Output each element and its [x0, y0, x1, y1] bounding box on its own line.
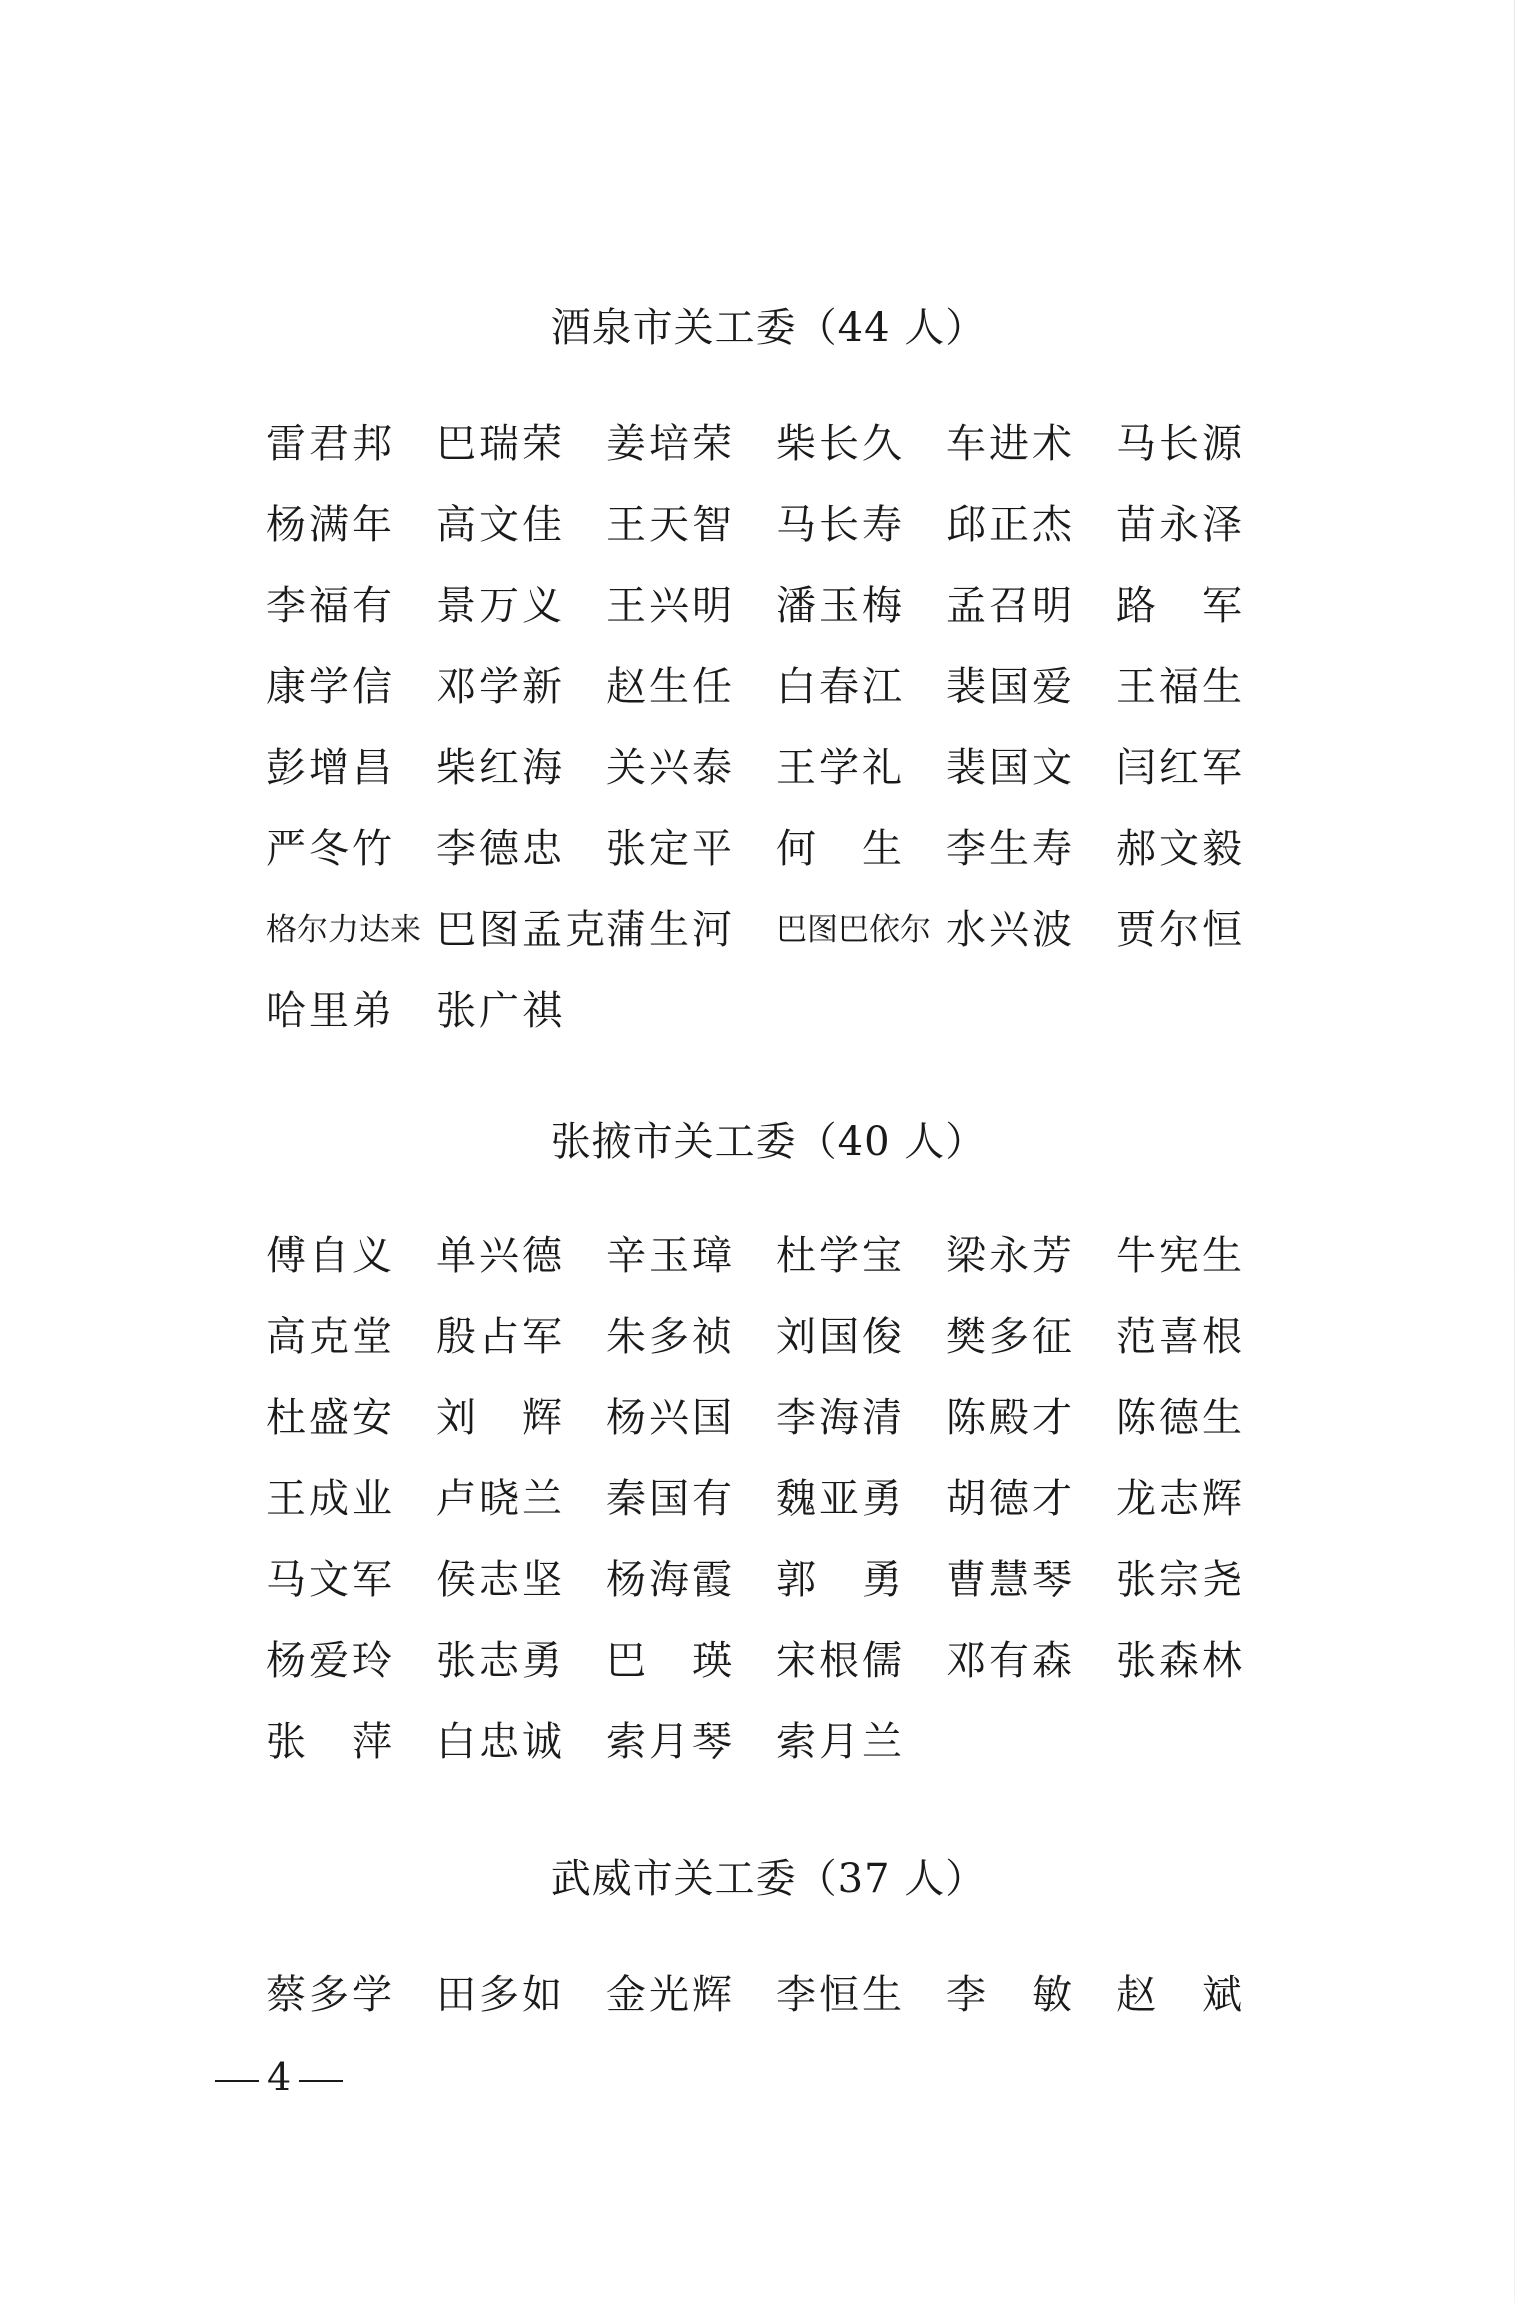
name-entry: 王天智 [606, 502, 735, 548]
name-entry: 曹慧琴 [946, 1557, 1075, 1603]
name-entry: 宋根儒 [776, 1638, 905, 1684]
name-entry: 杨兴国 [606, 1395, 735, 1441]
name-entry: 雷君邦 [266, 421, 395, 467]
name-entry: 朱多祯 [606, 1314, 735, 1360]
name-entry: 龙志辉 [1116, 1476, 1245, 1522]
name-entry: 郭 勇 [776, 1557, 905, 1603]
name-entry: 郝文毅 [1116, 826, 1245, 872]
name-entry: 刘国俊 [776, 1314, 905, 1360]
name-entry: 李德忠 [436, 826, 565, 872]
page-number [207, 2055, 351, 2099]
name-entry: 康学信 [266, 664, 395, 710]
name-entry: 巴图孟克 [436, 907, 608, 953]
name-entry: 何 生 [776, 826, 905, 872]
name-entry: 路 军 [1116, 583, 1245, 629]
name-entry: 魏亚勇 [776, 1476, 905, 1522]
name-entry: 李福有 [266, 583, 395, 629]
name-entry: 高克堂 [266, 1314, 395, 1360]
name-entry: 姜培荣 [606, 421, 735, 467]
name-entry: 杨海霞 [606, 1557, 735, 1603]
name-entry: 李恒生 [776, 1972, 905, 2018]
name-entry: 张广祺 [436, 988, 565, 1034]
name-entry: 田多如 [436, 1972, 565, 2018]
name-entry: 金光辉 [606, 1972, 735, 2018]
name-entry: 白春江 [776, 664, 905, 710]
name-entry: 蒲生河 [606, 907, 735, 953]
name-entry: 赵生任 [606, 664, 735, 710]
name-entry: 马长源 [1116, 421, 1245, 467]
name-entry: 闫红军 [1116, 745, 1245, 791]
name-entry: 张森林 [1116, 1638, 1245, 1684]
name-entry: 柴红海 [436, 745, 565, 791]
name-entry: 刘 辉 [436, 1395, 565, 1441]
name-entry: 陈殿才 [946, 1395, 1075, 1441]
name-entry: 樊多征 [946, 1314, 1075, 1360]
name-entry: 单兴德 [436, 1233, 565, 1279]
name-entry: 杨满年 [266, 502, 395, 548]
name-entry: 邓有森 [946, 1638, 1075, 1684]
name-entry: 王成业 [266, 1476, 395, 1522]
name-entry: 潘玉梅 [776, 583, 905, 629]
name-entry: 邱正杰 [946, 502, 1075, 548]
name-entry: 赵 斌 [1116, 1972, 1245, 2018]
name-entry: 张志勇 [436, 1638, 565, 1684]
name-entry: 关兴泰 [606, 745, 735, 791]
name-entry: 辛玉璋 [606, 1233, 735, 1279]
name-entry: 车进术 [946, 421, 1075, 467]
name-entry: 张 萍 [266, 1719, 395, 1765]
name-entry: 杨爱玲 [266, 1638, 395, 1684]
name-entry: 马长寿 [776, 502, 905, 548]
name-entry: 景万义 [436, 583, 565, 629]
name-entry: 杜学宝 [776, 1233, 905, 1279]
name-entry: 范喜根 [1116, 1314, 1245, 1360]
name-entry: 裴国爱 [946, 664, 1075, 710]
name-entry: 殷占军 [436, 1314, 565, 1360]
scan-edge-line [1514, 0, 1515, 2303]
section-title-jiuquan: 酒泉市关工委（44 人） [550, 305, 987, 351]
name-entry: 索月琴 [606, 1719, 735, 1765]
name-entry: 蔡多学 [266, 1972, 395, 2018]
name-entry: 索月兰 [776, 1719, 905, 1765]
name-entry: 严冬竹 [266, 826, 395, 872]
name-entry: 傅自义 [266, 1233, 395, 1279]
name-entry: 张宗尧 [1116, 1557, 1245, 1603]
name-entry: 格尔力达来 [266, 912, 421, 948]
name-entry: 张定平 [606, 826, 735, 872]
name-entry: 巴瑞荣 [436, 421, 565, 467]
name-entry: 李 敏 [946, 1972, 1075, 2018]
name-entry: 白忠诚 [436, 1719, 565, 1765]
name-entry: 高文佳 [436, 502, 565, 548]
name-entry: 王学礼 [776, 745, 905, 791]
section-title-zhangye: 张掖市关工委（40 人） [550, 1119, 987, 1165]
name-list-wuwei [266, 1955, 1286, 2036]
name-entry: 马文军 [266, 1557, 395, 1603]
name-entry: 王福生 [1116, 664, 1245, 710]
name-entry: 柴长久 [776, 421, 905, 467]
name-entry: 陈德生 [1116, 1395, 1245, 1441]
name-entry: 秦国有 [606, 1476, 735, 1522]
name-entry: 胡德才 [946, 1476, 1075, 1522]
name-entry: 哈里弟 [266, 988, 395, 1034]
name-entry: 侯志坚 [436, 1557, 565, 1603]
name-entry: 苗永泽 [1116, 502, 1245, 548]
page-number-value: 4 [267, 2055, 292, 2099]
name-entry: 梁永芳 [946, 1233, 1075, 1279]
name-entry: 邓学新 [436, 664, 565, 710]
name-entry: 李生寿 [946, 826, 1075, 872]
page-number-dash-left [215, 2080, 259, 2082]
name-entry: 孟召明 [946, 583, 1075, 629]
name-entry: 王兴明 [606, 583, 735, 629]
name-entry: 水兴波 [946, 907, 1075, 953]
name-list-zhangye [266, 1216, 1286, 1783]
name-entry: 彭增昌 [266, 745, 395, 791]
section-title-wuwei: 武威市关工委（37 人） [550, 1856, 987, 1902]
name-entry: 李海清 [776, 1395, 905, 1441]
page-number-dash-right [299, 2080, 343, 2082]
name-entry: 巴图巴依尔 [776, 912, 931, 948]
name-list-jiuquan [266, 404, 1286, 1052]
name-entry: 贾尔恒 [1116, 907, 1245, 953]
name-entry: 巴 瑛 [606, 1638, 735, 1684]
name-entry: 牛宪生 [1116, 1233, 1245, 1279]
name-entry: 卢晓兰 [436, 1476, 565, 1522]
name-entry: 杜盛安 [266, 1395, 395, 1441]
name-entry: 裴国文 [946, 745, 1075, 791]
